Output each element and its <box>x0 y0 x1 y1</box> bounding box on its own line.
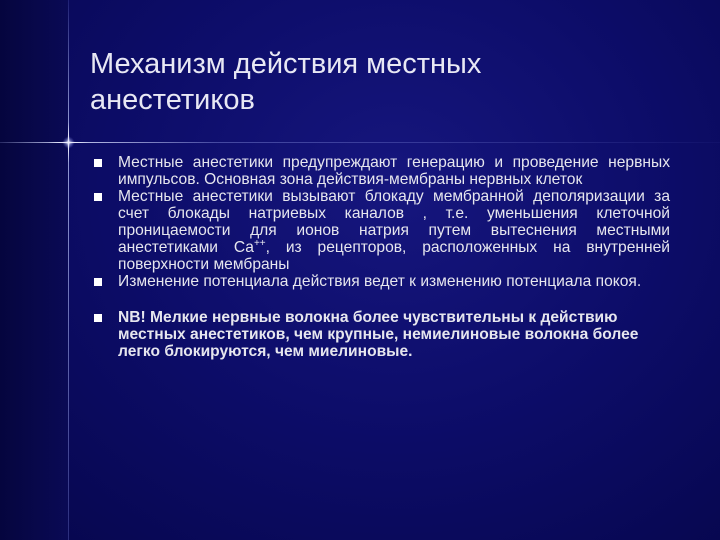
square-bullet-icon <box>94 159 102 167</box>
square-bullet-icon <box>94 314 102 322</box>
ion-charge-superscript: ++ <box>253 237 266 249</box>
square-bullet-icon <box>94 193 102 201</box>
bullet-text: Местные анестетики предупреждают генерацию и проведение нервных импульсов. Основная зона действия-мембраны нервных клеток <box>118 154 670 188</box>
bullet-text-part: , из рецепторов, расположенных на внутренней поверхности мембраны <box>118 239 670 273</box>
slide-title: Механизм действия местных анестетиков <box>90 48 482 116</box>
list-item-note <box>92 309 670 360</box>
sparkle-icon <box>48 122 89 163</box>
left-band-decoration <box>0 0 68 540</box>
bullet-list <box>92 154 670 360</box>
list-item <box>92 273 670 290</box>
bullet-text: NB! Мелкие нервные волокна более чувствительны к действию местных анестетиков, чем крупные, немиелиновые волокна более легко блокируются, чем миелиновые. <box>118 309 639 360</box>
horizontal-accent-line <box>0 142 720 143</box>
vertical-accent-line <box>68 0 69 540</box>
square-bullet-icon <box>94 278 102 286</box>
list-item <box>92 154 670 188</box>
bullet-text: Изменение потенциала действия ведет к изменению потенциала покоя. <box>118 273 642 290</box>
bullet-text-part: Местные анестетики вызывают блокаду мембранной деполяризации за счет блокады натриевых каналов , т.е. уменьшения клеточной проницаемости для ионов натрия путем вытеснения местными анестетиками Са <box>118 188 670 256</box>
bullet-text <box>118 188 670 273</box>
list-item <box>92 188 670 273</box>
